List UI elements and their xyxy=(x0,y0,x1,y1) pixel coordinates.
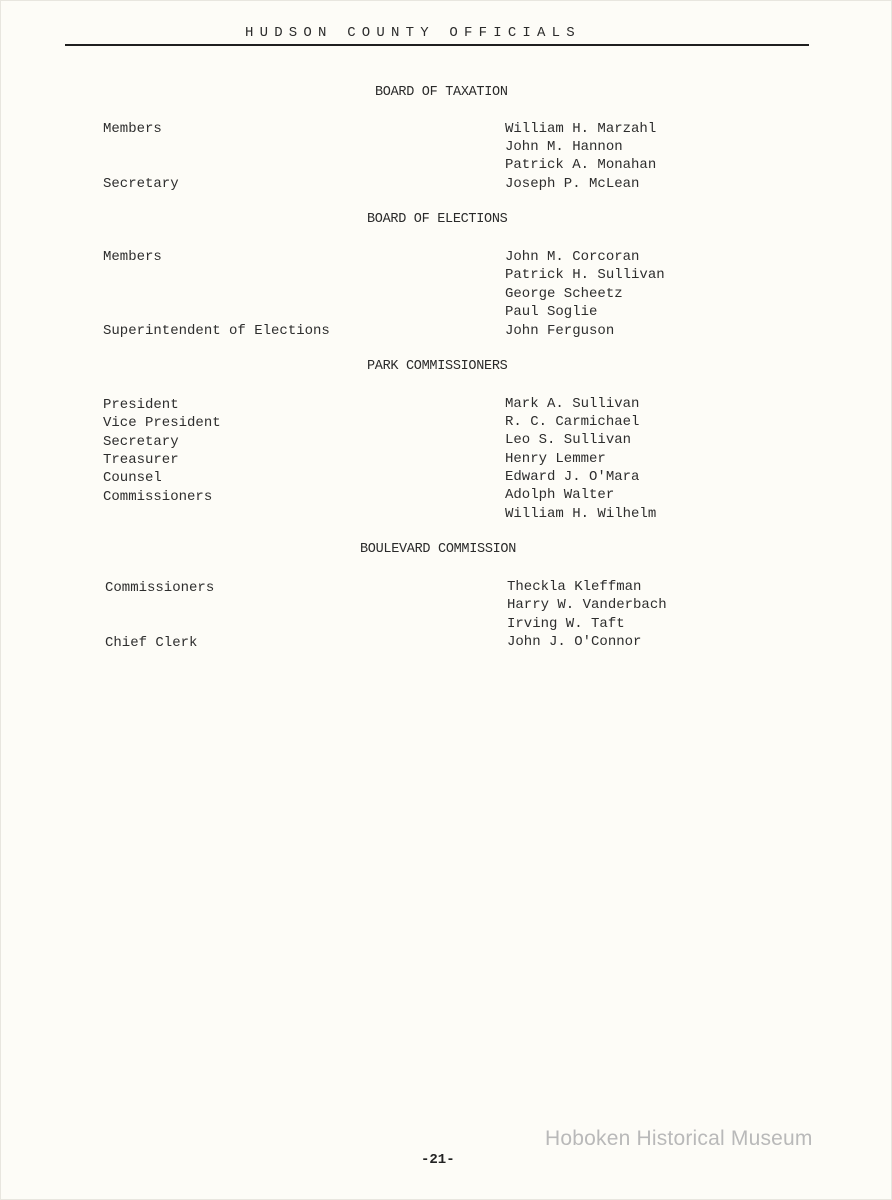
header-rule xyxy=(65,44,809,46)
official-name: John M. Hannon xyxy=(505,139,623,155)
section-title-park-commissioners: PARK COMMISSIONERS xyxy=(367,359,508,374)
role-label: Secretary xyxy=(103,176,179,192)
official-name: R. C. Carmichael xyxy=(505,414,640,430)
role-label: Counsel xyxy=(103,470,162,486)
official-name: Theckla Kleffman xyxy=(507,579,642,595)
official-name: Irving W. Taft xyxy=(507,616,625,632)
role-label: Members xyxy=(103,121,162,137)
official-name: Harry W. Vanderbach xyxy=(507,597,667,613)
role-label: Commissioners xyxy=(103,489,213,505)
role-label: Members xyxy=(103,249,162,265)
official-name: Joseph P. McLean xyxy=(505,176,640,192)
official-name: Adolph Walter xyxy=(505,487,615,503)
official-name: Patrick H. Sullivan xyxy=(505,267,665,283)
museum-watermark: Hoboken Historical Museum xyxy=(545,1127,813,1150)
official-name: Mark A. Sullivan xyxy=(505,396,640,412)
role-label: Vice President xyxy=(103,415,221,431)
official-name: Paul Soglie xyxy=(505,304,598,320)
role-label: Commissioners xyxy=(105,580,215,596)
official-name: Henry Lemmer xyxy=(505,451,606,467)
role-label: Superintendent of Elections xyxy=(103,323,330,339)
official-name: Edward J. O'Mara xyxy=(505,469,640,485)
role-label: President xyxy=(103,397,179,413)
section-title-board-of-elections: BOARD OF ELECTIONS xyxy=(367,212,508,227)
role-label: Secretary xyxy=(103,434,179,450)
official-name: John J. O'Connor xyxy=(507,634,642,650)
official-name: John Ferguson xyxy=(505,323,615,339)
section-title-boulevard-commission: BOULEVARD COMMISSION xyxy=(360,542,517,557)
official-name: George Scheetz xyxy=(505,286,623,302)
role-label: Treasurer xyxy=(103,452,179,468)
official-name: John M. Corcoran xyxy=(505,249,640,265)
role-label: Chief Clerk xyxy=(105,635,198,651)
section-title-board-of-taxation: BOARD OF TAXATION xyxy=(375,85,508,100)
official-name: William H. Wilhelm xyxy=(505,506,657,522)
official-name: Leo S. Sullivan xyxy=(505,432,632,448)
page-header-title: HUDSON COUNTY OFFICIALS xyxy=(245,25,581,41)
official-name: Patrick A. Monahan xyxy=(505,157,657,173)
official-name: William H. Marzahl xyxy=(505,121,657,137)
page-number: -21- xyxy=(421,1152,455,1168)
